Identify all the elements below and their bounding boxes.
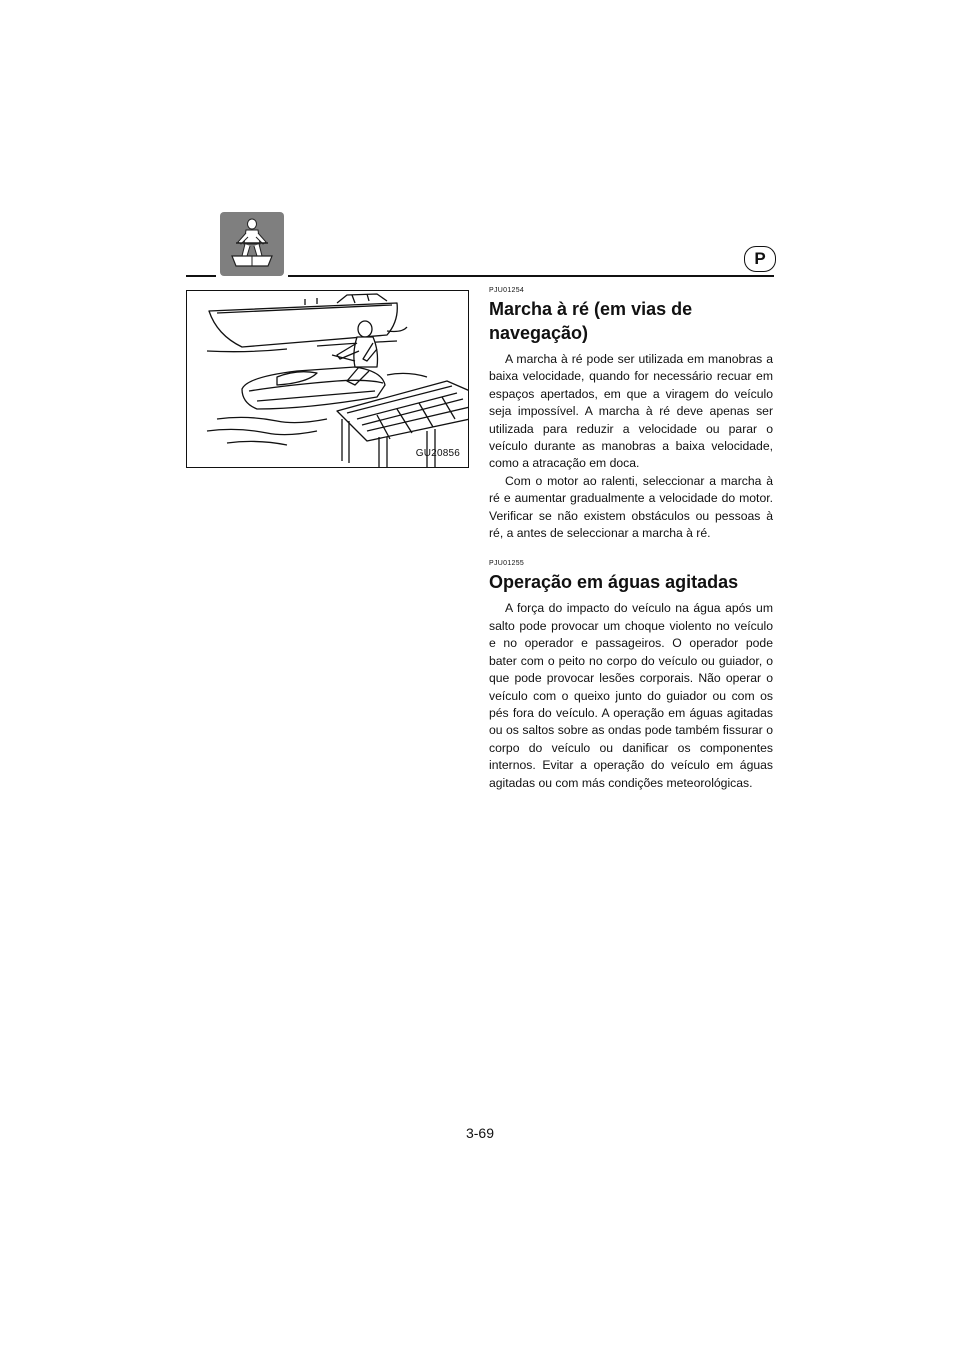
- section-code: PJU01254: [489, 287, 525, 294]
- main-content: [489, 287, 773, 792]
- section-title: Marcha à ré (em vias de navegação): [489, 299, 693, 343]
- section-title: Operação em águas agitadas: [489, 572, 739, 593]
- illustration-drawing: [187, 291, 469, 468]
- section-code: PJU01255: [489, 560, 525, 568]
- jet-ski-rider-icon: [220, 212, 284, 276]
- page-number: 3-69: [465, 1125, 495, 1141]
- figure-code: GU20856: [415, 448, 460, 459]
- paragraph: A marcha à ré pode ser utilizada em manobras a baixa velocidade, quando for necessário recuar em espaços apertados, em que a viragem do veículo seja impossível. A marcha à ré deve apenas ser utilizada para reduzir a velocidade ou parar o veículo durante as manobras a baixa velocidade, como a atracação em doca.: [489, 352, 773, 471]
- header-rule-left: [186, 275, 216, 277]
- paragraph: Com o motor ao ralenti, seleccionar a marcha à ré e aumentar gradualmente a velocidade do motor. Verificar se não existem obstáculos ou pessoas à ré, a antes de seleccionar a marcha à ré.: [489, 473, 773, 541]
- header-rule-right: [288, 275, 774, 277]
- section-icon-box: [220, 212, 284, 276]
- boat-jetski-dock-illustration: [186, 290, 469, 468]
- paragraph: A força do impacto do veículo na água após um salto pode provocar um choque violento no veículo e no operador e passageiros. O operador pode bater com o peito no corpo do veículo ou guiador, o que pode provocar lesões corporais. Não operar o veículo com o queixo junto do guiador ou com os pés fora do veículo. A operação em águas agitadas ou os saltos sobre as ondas pode também fissurar o corpo do veículo ou danificar os componentes internos. Evitar a operação do veículo em águas agitadas ou com más condições meteorológicas.: [489, 601, 773, 790]
- section-rough-water: [489, 560, 773, 791]
- language-badge: P: [744, 246, 776, 272]
- section-reverse-gear: [489, 287, 773, 542]
